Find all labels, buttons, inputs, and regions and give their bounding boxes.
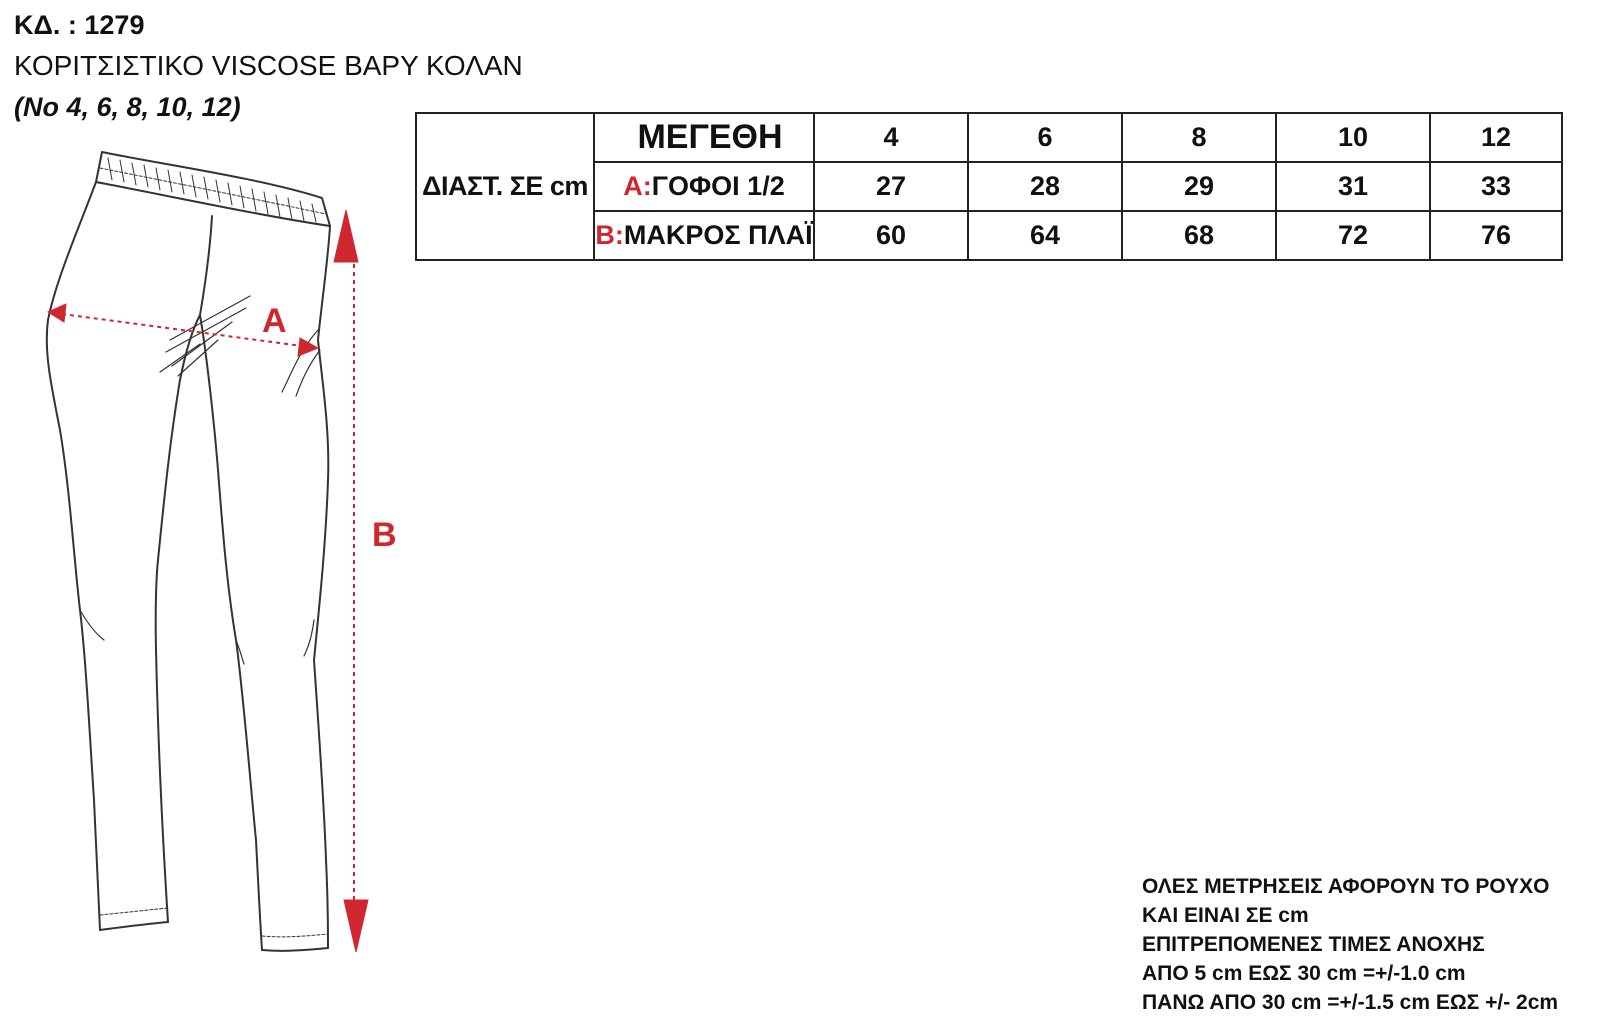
label-a: A bbox=[262, 302, 287, 340]
cell-value: 31 bbox=[1276, 162, 1430, 211]
left-outer-seam bbox=[47, 182, 100, 930]
product-description: ΚΟΡΙΤΣΙΣΤΙΚΟ VISCOSE ΒΑΡΥ ΚΟΛΑΝ bbox=[14, 50, 523, 81]
right-inner-seam bbox=[200, 315, 262, 950]
row-label-length bbox=[594, 211, 814, 260]
label-b: B bbox=[372, 516, 397, 554]
waistband-outline bbox=[96, 152, 330, 226]
row-label-hips bbox=[594, 162, 814, 211]
dimension-label: ΔΙΑΣΤ. ΣΕ cm bbox=[416, 113, 594, 260]
cell-value: 76 bbox=[1430, 211, 1562, 260]
note-line: ΕΠΙΤΡΕΠΟΜΕΝΕΣ ΤΙΜΕΣ ΑΝΟΧΗΣ bbox=[1142, 933, 1485, 956]
size-10: 10 bbox=[1276, 113, 1430, 162]
right-hem bbox=[262, 948, 328, 951]
note-line: ΠΑΝΩ ΑΠΟ 30 cm =+/-1.5 cm ΕΩΣ +/- 2cm bbox=[1142, 991, 1559, 1014]
center-seam bbox=[200, 216, 212, 315]
size-4: 4 bbox=[814, 113, 968, 162]
note-line: ΟΛΕΣ ΜΕΤΡΗΣΕΙΣ ΑΦΟΡΟΥΝ ΤΟ ΡΟΥΧΟ bbox=[1142, 875, 1550, 898]
size-12: 12 bbox=[1430, 113, 1562, 162]
right-outer-seam bbox=[314, 226, 330, 948]
row-label: ΓΟΦΟΙ 1/2 bbox=[651, 171, 785, 201]
leggings-sketch bbox=[0, 0, 420, 1018]
note-line: ΑΠΟ 5 cm ΕΩΣ 30 cm =+/-1.0 cm bbox=[1142, 962, 1466, 985]
size-header: ΜΕΓΕΘΗ bbox=[594, 113, 814, 162]
right-hem-stitch bbox=[262, 934, 328, 937]
left-hem bbox=[100, 922, 168, 930]
cell-value: 27 bbox=[814, 162, 968, 211]
cell-value: 28 bbox=[968, 162, 1122, 211]
measurement-b bbox=[334, 210, 368, 952]
row-key: A: bbox=[623, 171, 652, 201]
size-chart-table bbox=[415, 112, 1563, 261]
cell-value: 68 bbox=[1122, 211, 1276, 260]
row-key: B: bbox=[595, 220, 624, 250]
product-code: ΚΔ. : 1279 bbox=[14, 10, 145, 40]
size-8: 8 bbox=[1122, 113, 1276, 162]
row-label: ΜΑΚΡΟΣ ΠΛΑΪ bbox=[623, 220, 813, 250]
size-header-row bbox=[416, 113, 1562, 162]
size-range: (No 4, 6, 8, 10, 12) bbox=[14, 92, 241, 122]
cell-value: 29 bbox=[1122, 162, 1276, 211]
left-hem-stitch bbox=[100, 908, 168, 915]
cell-value: 33 bbox=[1430, 162, 1562, 211]
tolerance-notes bbox=[1142, 872, 1558, 1017]
hip-fold-lines bbox=[160, 296, 250, 376]
size-6: 6 bbox=[968, 113, 1122, 162]
cell-value: 60 bbox=[814, 211, 968, 260]
cell-value: 72 bbox=[1276, 211, 1430, 260]
knee-fold-right bbox=[236, 620, 314, 664]
note-line: ΚΑΙ ΕΙΝΑΙ ΣΕ cm bbox=[1142, 904, 1309, 927]
cell-value: 64 bbox=[968, 211, 1122, 260]
left-inner-seam bbox=[156, 315, 200, 922]
